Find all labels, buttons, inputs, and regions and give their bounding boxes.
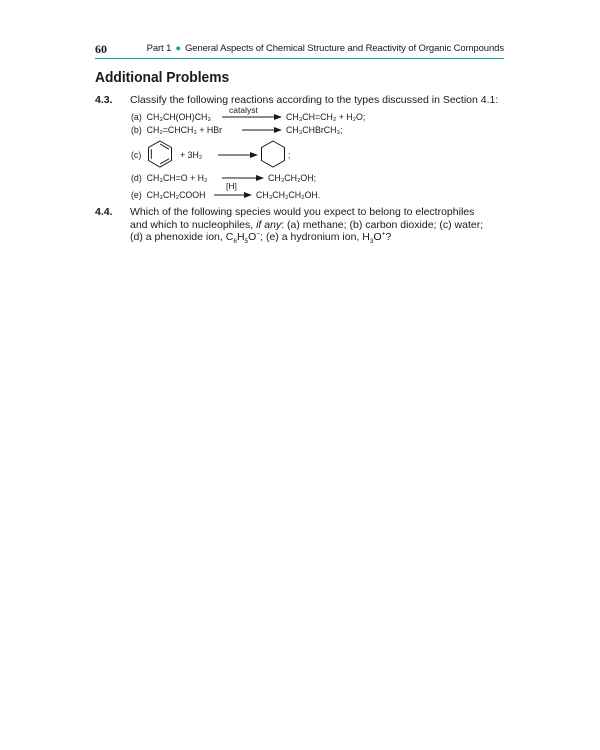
reaction-arrow — [214, 191, 252, 199]
reaction-terminator: ; — [288, 150, 291, 160]
header-title: General Aspects of Chemical Structure and Reactivity of Organic Compounds — [184, 43, 504, 54]
problem-line: and which to nucleophiles, if any: (a) methane; (b) carbon dioxide; (c) water; — [130, 218, 484, 231]
reaction-arrow — [242, 126, 282, 134]
reaction-reactant: CH₃CH(OH)CH₃ — [146, 112, 211, 122]
reaction-reagent: + 3H₂ — [180, 150, 203, 160]
reaction-a-left — [131, 112, 211, 122]
reaction-arrow — [218, 151, 258, 159]
problem-text: Classify the following reactions according to the types discussed in Section 4.1: — [130, 94, 499, 106]
problem-number: 4.3. — [95, 94, 113, 106]
problem-line: Which of the following species would you expect to belong to electrophiles — [130, 206, 475, 218]
reaction-d-left — [131, 173, 207, 183]
page-number: 60 — [95, 42, 107, 56]
reaction-condition: catalyst — [229, 105, 258, 115]
reaction-arrow — [222, 113, 282, 121]
reaction-product: CH₃CH=CH₂ + H₂O; — [286, 112, 366, 122]
problem-number: 4.4. — [95, 206, 113, 218]
reaction-reactant: CH₃CH₂COOH — [146, 190, 206, 200]
cyclohexane-ring-icon — [260, 140, 286, 168]
reaction-label: (d) — [131, 173, 142, 183]
running-header — [147, 43, 504, 54]
reaction-label: (a) — [131, 112, 142, 122]
reaction-label: (b) — [131, 125, 142, 135]
reaction-label: (e) — [131, 190, 142, 200]
reaction-product: CH₃CH₂OH; — [268, 173, 317, 183]
reaction-reactant: CH₂=CHCH₃ + HBr — [146, 125, 223, 135]
bullet-icon: ● — [175, 43, 181, 54]
reaction-product: CH₃CHBrCH₃; — [286, 125, 343, 135]
reaction-reactant: CH₃CH=O + H₂ — [146, 173, 208, 183]
reaction-e-left — [131, 190, 205, 200]
problem-text — [130, 206, 505, 244]
reaction-label: (c) — [131, 150, 142, 160]
reaction-b-left — [131, 125, 222, 135]
problem-line: (d) a phenoxide ion, $C_6H_5O^-$; (e) a hydronium ion, $H_3O^+$? — [130, 230, 392, 246]
reaction-condition: [H] — [226, 181, 237, 191]
reaction-product: CH₃CH₂CH₂OH. — [256, 190, 321, 200]
header-divider — [95, 58, 504, 59]
header-part: Part 1 — [146, 43, 172, 54]
benzene-ring-icon — [147, 140, 173, 168]
section-title: Additional Problems — [95, 69, 230, 86]
